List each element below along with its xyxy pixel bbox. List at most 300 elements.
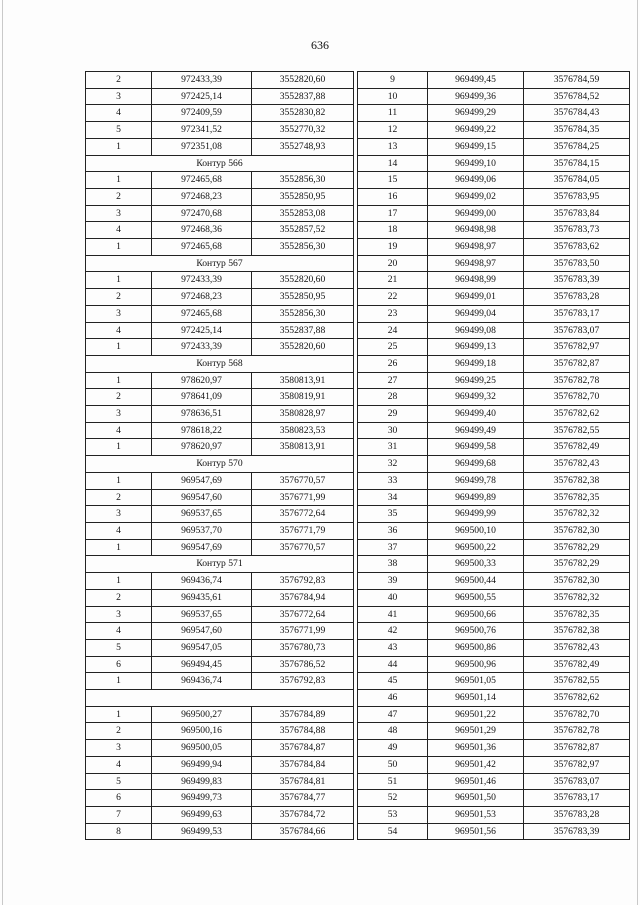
point-row — [358, 439, 630, 456]
point-number-cell: 16 — [358, 188, 428, 205]
x-coordinate-cell: 969499,13 — [428, 339, 524, 356]
x-coordinate-cell: 969500,96 — [428, 656, 524, 673]
x-coordinate-cell: 969547,60 — [152, 489, 252, 506]
y-coordinate-cell: 3580828,97 — [252, 406, 354, 423]
y-coordinate-cell: 3576782,97 — [524, 339, 630, 356]
x-coordinate-cell: 972351,08 — [152, 138, 252, 155]
x-coordinate-cell: 969501,50 — [428, 790, 524, 807]
x-coordinate-cell: 969547,69 — [152, 539, 252, 556]
x-coordinate-cell: 978641,09 — [152, 389, 252, 406]
point-row — [86, 790, 354, 807]
point-row — [86, 589, 354, 606]
point-row — [358, 773, 630, 790]
point-number-cell: 19 — [358, 239, 428, 256]
x-coordinate-cell: 972468,23 — [152, 188, 252, 205]
point-number-cell: 1 — [86, 172, 152, 189]
y-coordinate-cell: 3576783,17 — [524, 305, 630, 322]
y-coordinate-cell: 3576783,95 — [524, 188, 630, 205]
y-coordinate-cell: 3552856,30 — [252, 239, 354, 256]
x-coordinate-cell: 969499,01 — [428, 289, 524, 306]
x-coordinate-cell: 972433,39 — [152, 339, 252, 356]
x-coordinate-cell: 972468,36 — [152, 222, 252, 239]
point-row — [86, 756, 354, 773]
point-number-cell: 1 — [86, 239, 152, 256]
x-coordinate-cell: 969499,00 — [428, 205, 524, 222]
point-number-cell: 20 — [358, 255, 428, 272]
point-row — [358, 289, 630, 306]
x-coordinate-cell: 969501,22 — [428, 706, 524, 723]
point-number-cell: 5 — [86, 122, 152, 139]
point-row — [358, 489, 630, 506]
y-coordinate-cell: 3576783,50 — [524, 255, 630, 272]
point-row — [358, 456, 630, 473]
point-row — [86, 105, 354, 122]
x-coordinate-cell: 969500,86 — [428, 639, 524, 656]
point-number-cell: 28 — [358, 389, 428, 406]
x-coordinate-cell: 969436,74 — [152, 673, 252, 690]
y-coordinate-cell: 3576783,07 — [524, 322, 630, 339]
x-coordinate-cell: 969501,46 — [428, 773, 524, 790]
point-number-cell: 54 — [358, 823, 428, 840]
x-coordinate-cell: 969494,45 — [152, 656, 252, 673]
point-number-cell: 2 — [86, 289, 152, 306]
contour-header-row — [86, 155, 354, 172]
point-row — [358, 723, 630, 740]
point-number-cell: 31 — [358, 439, 428, 456]
y-coordinate-cell: 3576783,07 — [524, 773, 630, 790]
x-coordinate-cell: 969499,29 — [428, 105, 524, 122]
x-coordinate-cell: 969499,06 — [428, 172, 524, 189]
point-row — [86, 740, 354, 757]
y-coordinate-cell: 3576780,73 — [252, 639, 354, 656]
y-coordinate-cell: 3576782,32 — [524, 589, 630, 606]
x-coordinate-cell: 969499,58 — [428, 439, 524, 456]
x-coordinate-cell: 969499,25 — [428, 372, 524, 389]
y-coordinate-cell: 3552857,52 — [252, 222, 354, 239]
x-coordinate-cell: 969499,49 — [428, 422, 524, 439]
contour-header-row — [86, 255, 354, 272]
y-coordinate-cell: 3576782,43 — [524, 639, 630, 656]
point-number-cell: 3 — [86, 205, 152, 222]
point-number-cell: 26 — [358, 355, 428, 372]
point-number-cell: 3 — [86, 606, 152, 623]
contour-title: Контур 568 — [86, 355, 354, 372]
point-number-cell: 22 — [358, 289, 428, 306]
point-number-cell: 9 — [358, 72, 428, 89]
y-coordinate-cell: 3576772,64 — [252, 506, 354, 523]
x-coordinate-cell: 969500,05 — [152, 740, 252, 757]
y-coordinate-cell: 3576783,39 — [524, 823, 630, 840]
y-coordinate-cell: 3576782,38 — [524, 623, 630, 640]
x-coordinate-cell: 969499,63 — [152, 806, 252, 823]
point-number-cell: 29 — [358, 406, 428, 423]
coordinates-table-left — [85, 71, 354, 840]
point-number-cell: 1 — [86, 372, 152, 389]
x-coordinate-cell: 969501,36 — [428, 740, 524, 757]
point-row — [86, 172, 354, 189]
y-coordinate-cell: 3576782,87 — [524, 355, 630, 372]
point-row — [86, 539, 354, 556]
point-row — [86, 289, 354, 306]
y-coordinate-cell: 3576784,81 — [252, 773, 354, 790]
point-row — [358, 272, 630, 289]
y-coordinate-cell: 3580813,91 — [252, 372, 354, 389]
point-row — [86, 573, 354, 590]
x-coordinate-cell: 969501,56 — [428, 823, 524, 840]
y-coordinate-cell: 3552853,08 — [252, 205, 354, 222]
contour-header-row — [86, 556, 354, 573]
point-row — [358, 122, 630, 139]
point-number-cell: 1 — [86, 339, 152, 356]
point-number-cell: 21 — [358, 272, 428, 289]
y-coordinate-cell: 3552837,88 — [252, 322, 354, 339]
x-coordinate-cell: 969499,89 — [428, 489, 524, 506]
x-coordinate-cell: 969499,04 — [428, 305, 524, 322]
point-row — [86, 239, 354, 256]
x-coordinate-cell: 969499,10 — [428, 155, 524, 172]
point-number-cell: 1 — [86, 472, 152, 489]
y-coordinate-cell: 3576792,83 — [252, 673, 354, 690]
point-row — [86, 639, 354, 656]
point-number-cell: 3 — [86, 506, 152, 523]
point-number-cell: 1 — [86, 272, 152, 289]
point-row — [358, 188, 630, 205]
x-coordinate-cell: 969500,44 — [428, 573, 524, 590]
x-coordinate-cell: 969499,73 — [152, 790, 252, 807]
point-number-cell: 2 — [86, 489, 152, 506]
point-row — [86, 522, 354, 539]
y-coordinate-cell: 3576784,87 — [252, 740, 354, 757]
contour-title — [86, 690, 354, 707]
point-number-cell: 5 — [86, 639, 152, 656]
y-coordinate-cell: 3576771,99 — [252, 623, 354, 640]
x-coordinate-cell: 969547,60 — [152, 623, 252, 640]
point-row — [358, 690, 630, 707]
x-coordinate-cell: 972468,23 — [152, 289, 252, 306]
y-coordinate-cell: 3576784,94 — [252, 589, 354, 606]
y-coordinate-cell: 3552820,60 — [252, 72, 354, 89]
y-coordinate-cell: 3552770,32 — [252, 122, 354, 139]
x-coordinate-cell: 972341,52 — [152, 122, 252, 139]
point-number-cell: 6 — [86, 656, 152, 673]
y-coordinate-cell: 3576792,83 — [252, 573, 354, 590]
point-row — [86, 623, 354, 640]
point-row — [358, 155, 630, 172]
x-coordinate-cell: 978620,97 — [152, 439, 252, 456]
y-coordinate-cell: 3576782,32 — [524, 506, 630, 523]
y-coordinate-cell: 3576782,97 — [524, 756, 630, 773]
y-coordinate-cell: 3576784,88 — [252, 723, 354, 740]
point-row — [86, 205, 354, 222]
point-number-cell: 39 — [358, 573, 428, 590]
point-number-cell: 44 — [358, 656, 428, 673]
contour-header-row — [86, 355, 354, 372]
x-coordinate-cell: 969499,94 — [152, 756, 252, 773]
y-coordinate-cell: 3552856,30 — [252, 305, 354, 322]
x-coordinate-cell: 969499,15 — [428, 138, 524, 155]
x-coordinate-cell: 969547,69 — [152, 472, 252, 489]
contour-title: Контур 570 — [86, 456, 354, 473]
point-number-cell: 15 — [358, 172, 428, 189]
y-coordinate-cell: 3576782,35 — [524, 606, 630, 623]
y-coordinate-cell: 3576782,78 — [524, 372, 630, 389]
point-number-cell: 47 — [358, 706, 428, 723]
point-row — [86, 439, 354, 456]
x-coordinate-cell: 969499,08 — [428, 322, 524, 339]
point-number-cell: 4 — [86, 105, 152, 122]
point-row — [358, 656, 630, 673]
point-row — [358, 322, 630, 339]
x-coordinate-cell: 969436,74 — [152, 573, 252, 590]
y-coordinate-cell: 3552856,30 — [252, 172, 354, 189]
y-coordinate-cell: 3576782,38 — [524, 472, 630, 489]
point-row — [86, 506, 354, 523]
x-coordinate-cell: 972433,39 — [152, 272, 252, 289]
x-coordinate-cell: 969498,97 — [428, 255, 524, 272]
x-coordinate-cell: 972470,68 — [152, 205, 252, 222]
point-row — [86, 72, 354, 89]
point-row — [86, 372, 354, 389]
y-coordinate-cell: 3576770,57 — [252, 472, 354, 489]
point-row — [358, 72, 630, 89]
point-row — [358, 706, 630, 723]
x-coordinate-cell: 969499,83 — [152, 773, 252, 790]
x-coordinate-cell: 978618,22 — [152, 422, 252, 439]
y-coordinate-cell: 3552850,95 — [252, 289, 354, 306]
point-number-cell: 43 — [358, 639, 428, 656]
point-number-cell: 2 — [86, 589, 152, 606]
point-number-cell: 50 — [358, 756, 428, 773]
point-row — [358, 372, 630, 389]
point-number-cell: 1 — [86, 706, 152, 723]
y-coordinate-cell: 3552837,88 — [252, 88, 354, 105]
point-row — [358, 305, 630, 322]
point-row — [358, 623, 630, 640]
point-number-cell: 37 — [358, 539, 428, 556]
point-number-cell: 30 — [358, 422, 428, 439]
x-coordinate-cell: 969500,55 — [428, 589, 524, 606]
y-coordinate-cell: 3576784,72 — [252, 806, 354, 823]
point-row — [358, 673, 630, 690]
point-number-cell: 38 — [358, 556, 428, 573]
x-coordinate-cell: 969499,45 — [428, 72, 524, 89]
point-row — [358, 172, 630, 189]
contour-header-row — [86, 456, 354, 473]
scan-edge-right — [637, 0, 638, 905]
point-row — [86, 489, 354, 506]
point-row — [358, 506, 630, 523]
point-number-cell: 17 — [358, 205, 428, 222]
point-number-cell: 51 — [358, 773, 428, 790]
point-number-cell: 2 — [86, 389, 152, 406]
y-coordinate-cell: 3576784,84 — [252, 756, 354, 773]
y-coordinate-cell: 3576784,59 — [524, 72, 630, 89]
x-coordinate-cell: 969499,02 — [428, 188, 524, 205]
y-coordinate-cell: 3576783,73 — [524, 222, 630, 239]
point-number-cell: 1 — [86, 138, 152, 155]
y-coordinate-cell: 3576784,66 — [252, 823, 354, 840]
y-coordinate-cell: 3576782,55 — [524, 422, 630, 439]
point-number-cell: 49 — [358, 740, 428, 757]
x-coordinate-cell: 969500,66 — [428, 606, 524, 623]
point-number-cell: 53 — [358, 806, 428, 823]
point-row — [86, 138, 354, 155]
y-coordinate-cell: 3576771,79 — [252, 522, 354, 539]
x-coordinate-cell: 969435,61 — [152, 589, 252, 606]
coordinates-table-right — [357, 71, 630, 840]
x-coordinate-cell: 969499,18 — [428, 355, 524, 372]
x-coordinate-cell: 969537,65 — [152, 506, 252, 523]
point-row — [86, 122, 354, 139]
x-coordinate-cell: 972409,59 — [152, 105, 252, 122]
point-number-cell: 4 — [86, 222, 152, 239]
point-row — [86, 723, 354, 740]
point-row — [86, 706, 354, 723]
y-coordinate-cell: 3576784,25 — [524, 138, 630, 155]
y-coordinate-cell: 3576784,52 — [524, 88, 630, 105]
point-row — [86, 606, 354, 623]
point-row — [358, 138, 630, 155]
point-row — [358, 339, 630, 356]
point-row — [358, 406, 630, 423]
x-coordinate-cell: 978636,51 — [152, 406, 252, 423]
y-coordinate-cell: 3576782,78 — [524, 723, 630, 740]
point-number-cell: 4 — [86, 522, 152, 539]
point-row — [358, 539, 630, 556]
point-number-cell: 36 — [358, 522, 428, 539]
y-coordinate-cell: 3576784,89 — [252, 706, 354, 723]
point-number-cell: 35 — [358, 506, 428, 523]
point-row — [358, 472, 630, 489]
point-row — [86, 272, 354, 289]
x-coordinate-cell: 969501,05 — [428, 673, 524, 690]
point-row — [358, 756, 630, 773]
point-number-cell: 1 — [86, 673, 152, 690]
x-coordinate-cell: 972425,14 — [152, 322, 252, 339]
y-coordinate-cell: 3552820,60 — [252, 272, 354, 289]
x-coordinate-cell: 969500,33 — [428, 556, 524, 573]
y-coordinate-cell: 3576784,43 — [524, 105, 630, 122]
point-number-cell: 1 — [86, 539, 152, 556]
point-row — [86, 339, 354, 356]
x-coordinate-cell: 969500,27 — [152, 706, 252, 723]
x-coordinate-cell: 969537,65 — [152, 606, 252, 623]
x-coordinate-cell: 969499,99 — [428, 506, 524, 523]
point-row — [358, 606, 630, 623]
point-number-cell: 2 — [86, 72, 152, 89]
point-row — [358, 790, 630, 807]
y-coordinate-cell: 3576783,84 — [524, 205, 630, 222]
x-coordinate-cell: 969500,22 — [428, 539, 524, 556]
y-coordinate-cell: 3576782,29 — [524, 539, 630, 556]
y-coordinate-cell: 3576782,30 — [524, 522, 630, 539]
y-coordinate-cell: 3576786,52 — [252, 656, 354, 673]
contour-title: Контур 566 — [86, 155, 354, 172]
x-coordinate-cell: 969500,10 — [428, 522, 524, 539]
point-number-cell: 14 — [358, 155, 428, 172]
x-coordinate-cell: 972425,14 — [152, 88, 252, 105]
y-coordinate-cell: 3576783,17 — [524, 790, 630, 807]
point-row — [86, 222, 354, 239]
point-number-cell: 2 — [86, 723, 152, 740]
y-coordinate-cell: 3576782,29 — [524, 556, 630, 573]
point-row — [358, 222, 630, 239]
point-row — [358, 556, 630, 573]
point-number-cell: 18 — [358, 222, 428, 239]
x-coordinate-cell: 972465,68 — [152, 172, 252, 189]
contour-title: Контур 567 — [86, 255, 354, 272]
point-row — [358, 255, 630, 272]
point-number-cell: 5 — [86, 773, 152, 790]
x-coordinate-cell: 969501,29 — [428, 723, 524, 740]
point-number-cell: 4 — [86, 623, 152, 640]
y-coordinate-cell: 3576782,43 — [524, 456, 630, 473]
y-coordinate-cell: 3576783,28 — [524, 289, 630, 306]
page-number: 636 — [311, 38, 329, 52]
y-coordinate-cell: 3576782,49 — [524, 656, 630, 673]
contour-header-row — [86, 690, 354, 707]
point-row — [86, 773, 354, 790]
y-coordinate-cell: 3576782,49 — [524, 439, 630, 456]
point-row — [358, 389, 630, 406]
y-coordinate-cell: 3576782,30 — [524, 573, 630, 590]
point-row — [358, 639, 630, 656]
x-coordinate-cell: 969501,53 — [428, 806, 524, 823]
point-number-cell: 52 — [358, 790, 428, 807]
point-number-cell: 12 — [358, 122, 428, 139]
point-row — [358, 522, 630, 539]
point-number-cell: 48 — [358, 723, 428, 740]
point-number-cell: 4 — [86, 756, 152, 773]
y-coordinate-cell: 3576783,62 — [524, 239, 630, 256]
point-row — [358, 806, 630, 823]
point-number-cell: 7 — [86, 806, 152, 823]
point-row — [86, 406, 354, 423]
point-row — [86, 472, 354, 489]
x-coordinate-cell: 969499,68 — [428, 456, 524, 473]
point-number-cell: 6 — [86, 790, 152, 807]
y-coordinate-cell: 3576782,87 — [524, 740, 630, 757]
point-row — [86, 88, 354, 105]
point-number-cell: 23 — [358, 305, 428, 322]
x-coordinate-cell: 969547,05 — [152, 639, 252, 656]
x-coordinate-cell: 972433,39 — [152, 72, 252, 89]
point-row — [358, 88, 630, 105]
point-number-cell: 34 — [358, 489, 428, 506]
point-number-cell: 46 — [358, 690, 428, 707]
x-coordinate-cell: 978620,97 — [152, 372, 252, 389]
point-number-cell: 10 — [358, 88, 428, 105]
y-coordinate-cell: 3576782,35 — [524, 489, 630, 506]
x-coordinate-cell: 969500,76 — [428, 623, 524, 640]
x-coordinate-cell: 969499,78 — [428, 472, 524, 489]
y-coordinate-cell: 3576784,05 — [524, 172, 630, 189]
x-coordinate-cell: 969499,40 — [428, 406, 524, 423]
point-number-cell: 13 — [358, 138, 428, 155]
point-number-cell: 27 — [358, 372, 428, 389]
x-coordinate-cell: 969498,99 — [428, 272, 524, 289]
point-number-cell: 33 — [358, 472, 428, 489]
point-row — [358, 205, 630, 222]
point-number-cell: 1 — [86, 573, 152, 590]
point-number-cell: 3 — [86, 305, 152, 322]
point-row — [358, 573, 630, 590]
point-row — [358, 355, 630, 372]
x-coordinate-cell: 969499,53 — [152, 823, 252, 840]
point-number-cell: 11 — [358, 105, 428, 122]
point-row — [358, 589, 630, 606]
x-coordinate-cell: 972465,68 — [152, 239, 252, 256]
